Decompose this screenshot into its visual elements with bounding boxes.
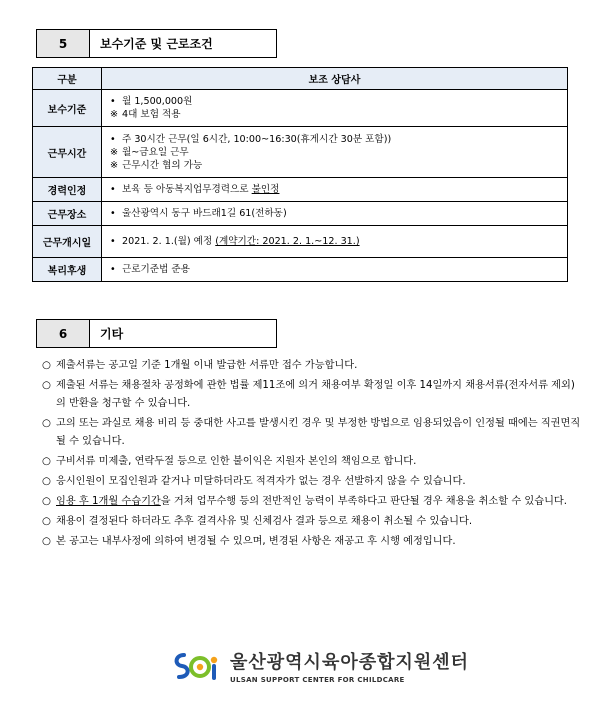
list-item: ○ 고의 또는 과실로 채용 비리 등 중대한 사고를 발생시킨 경우 및 부정한 방법으로 임용되었음이 인정될 때에는 직권면직 될 수 있습니다. (42, 418, 581, 447)
section-number: 5 (37, 30, 90, 57)
notes-list (42, 357, 582, 553)
row-content-place: • 울산광역시 동구 바드래1길 61(전하동) (102, 202, 568, 226)
organization-english-name: ULSAN SUPPORT CENTER FOR CHILDCARE (230, 676, 405, 684)
row-content-hours: • 주 30시간 근무(일 6시간, 10:00~16:30(휴게시간 30분 포함)) ※ 월~금요일 근무 ※ 근무시간 협의 가능 (102, 127, 568, 178)
header-category: 구분 (33, 68, 102, 90)
organization-footer (170, 648, 469, 684)
row-label-pay: 보수기준 (33, 90, 102, 127)
list-item: ○ 제출서류는 공고일 기준 1개월 이내 발급한 서류만 접수 가능합니다. (42, 360, 358, 371)
row-content-start: • 2021. 2. 1.(월) 예정 (계약기간: 2021. 2. 1.~12. 31.) (102, 226, 568, 258)
table-header-row (33, 68, 568, 90)
table-row (33, 258, 568, 282)
table-row (33, 202, 568, 226)
table-row (33, 90, 568, 127)
row-label-welfare: 복리후생 (33, 258, 102, 282)
row-content-welfare: • 근로기준법 준용 (102, 258, 568, 282)
section-5-header (36, 29, 277, 58)
section-number: 6 (37, 320, 90, 347)
list-item: ○ 임용 후 1개월 수습기간을 거쳐 업무수행 등의 전반적인 능력이 부족하다고 판단될 경우 채용을 취소할 수 있습니다. (42, 496, 567, 507)
section-title: 기타 (100, 327, 124, 341)
organization-logo-icon (170, 649, 222, 683)
list-item: ○ 구비서류 미제출, 연락두절 등으로 인한 불이익은 지원자 본인의 책임으로 합니다. (42, 456, 417, 467)
header-position: 보조 상담사 (102, 68, 568, 90)
row-label-career: 경력인정 (33, 178, 102, 202)
section-title: 보수기준 및 근로조건 (100, 37, 213, 51)
conditions-table (32, 67, 568, 282)
organization-name: 울산광역시육아종합지원센터 (230, 652, 470, 673)
row-content-pay: • 월 1,500,000원 ※ 4대 보험 적용 (102, 90, 568, 127)
list-item: ○ 채용이 결정된다 하더라도 추후 결격사유 및 신체검사 결과 등으로 채용이 취소될 수 있습니다. (42, 516, 473, 527)
list-item: ○ 제출된 서류는 채용절차 공정화에 관한 법률 제11조에 의거 채용여부 확정일 이후 14일까지 채용서류(전자서류 제외)의 반환을 청구할 수 있습니다. (42, 380, 575, 409)
list-item: ○ 본 공고는 내부사정에 의하여 변경될 수 있으며, 변경된 사항은 재공고 후 시행 예정입니다. (42, 536, 456, 547)
table-row (33, 226, 568, 258)
section-6-header (36, 319, 277, 348)
list-item: ○ 응시인원이 모집인원과 같거나 미달하더라도 적격자가 없는 경우 선발하지 않을 수 있습니다. (42, 476, 466, 487)
row-label-start: 근무개시일 (33, 226, 102, 258)
table-row (33, 178, 568, 202)
row-content-career: • 보육 등 아동복지업무경력으로 불인정 (102, 178, 568, 202)
row-label-place: 근무장소 (33, 202, 102, 226)
row-label-hours: 근무시간 (33, 127, 102, 178)
table-row (33, 127, 568, 178)
